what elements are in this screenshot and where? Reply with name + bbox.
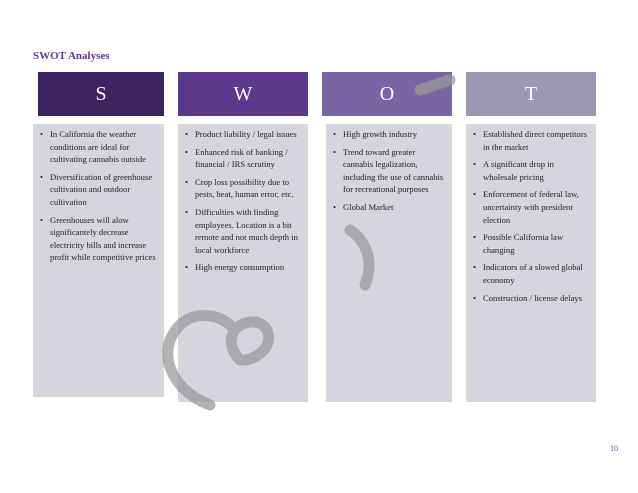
threats-panel: [466, 124, 596, 402]
weaknesses-header: [178, 72, 308, 116]
weaknesses-letter: W: [233, 82, 253, 105]
bullet-item: • Construction / license delays: [472, 292, 590, 305]
bullet-item: • Possible California law changing: [472, 231, 590, 256]
opportunities-list: [332, 128, 446, 214]
weaknesses-panel: [178, 124, 308, 402]
bullet-item: • Enforcement of federal law, uncertainty with president election: [472, 188, 590, 226]
bullet-item: • Trend toward greater cannabis legalization, including the use of cannabis for recreational purposes: [332, 146, 446, 196]
threats-letter: T: [524, 82, 538, 105]
bullet-item: • High growth industry: [332, 128, 446, 141]
bullet-item: • Crop loss possibility due to pests, heat, human error, etc.: [184, 176, 302, 201]
strengths-panel: [33, 124, 164, 397]
opportunities-letter: O: [379, 82, 395, 105]
bullet-item: • High energy consumption: [184, 261, 302, 274]
threats-header: [466, 72, 596, 116]
opportunities-header: [322, 72, 452, 116]
bullet-item: • Greenhouses will alow significantely decrease electricity bills and increase profit while competitive prices: [39, 214, 158, 264]
page-number: 10: [610, 444, 618, 453]
bullet-item: • Indicators of a slowed global economy: [472, 261, 590, 286]
bullet-item: • Enhanced risk of banking / financial / IRS scrutiny: [184, 146, 302, 171]
strengths-list: [39, 128, 158, 264]
bullet-item: • Difficulties with finding employees. Location is a bit remote and not much depth in local workforce: [184, 206, 302, 256]
strengths-header: [38, 72, 164, 116]
bullet-item: • Global Market: [332, 201, 446, 214]
bullet-item: • In California the weather conditions are ideal for cultivating cannabis outside: [39, 128, 158, 166]
bullet-item: • Product liability / legal issues: [184, 128, 302, 141]
strengths-letter: S: [95, 82, 107, 105]
page-title: SWOT Analyses: [33, 50, 110, 62]
opportunities-panel: [326, 124, 452, 402]
threats-list: [472, 128, 590, 304]
bullet-item: • A significant drop in wholesale pricing: [472, 158, 590, 183]
bullet-item: • Established direct competitors in the market: [472, 128, 590, 153]
weaknesses-list: [184, 128, 302, 274]
bullet-item: • Diversification of greenhouse cultivation and outdoor cultivation: [39, 171, 158, 209]
